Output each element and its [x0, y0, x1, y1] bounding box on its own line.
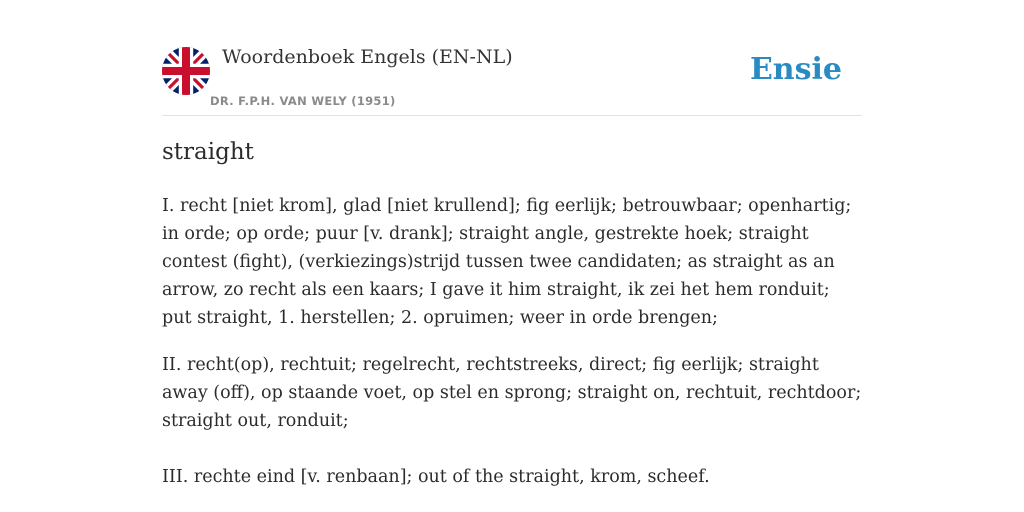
header-divider: [162, 115, 862, 116]
entry-headword: straight: [162, 139, 254, 165]
definition-1: I. recht [niet krom], glad [niet krullend]; fig eerlijk; betrouwbaar; openhartig; in orde; op orde; puur [v. drank]; straight angle, gestrekte hoek; straight contest (fight), (verkiezings)strijd tussen twee candidaten; as straight as an arrow, zo recht als een kaars; I gave it him straight, ik zei het hem ronduit; put straight, 1. herstellen; 2. opruimen; weer in orde brengen;: [162, 196, 852, 328]
brand-logo[interactable]: Ensie: [749, 52, 842, 87]
dictionary-entry-card: [162, 0, 862, 512]
definition-2: II. recht(op), rechtuit; regelrecht, rechtstreeks, direct; fig eerlijk; straight away (off), op staande voet, op stel en sprong; straight on, rechtuit, rechtdoor; straight out, ronduit;: [162, 355, 862, 431]
definition-3: III. rechte eind [v. renbaan]; out of the straight, krom, scheef.: [162, 467, 710, 487]
uk-flag-icon: [162, 47, 210, 95]
dictionary-title[interactable]: Woordenboek Engels (EN-NL): [222, 46, 513, 68]
dictionary-author: DR. F.P.H. VAN WELY (1951): [210, 94, 396, 108]
